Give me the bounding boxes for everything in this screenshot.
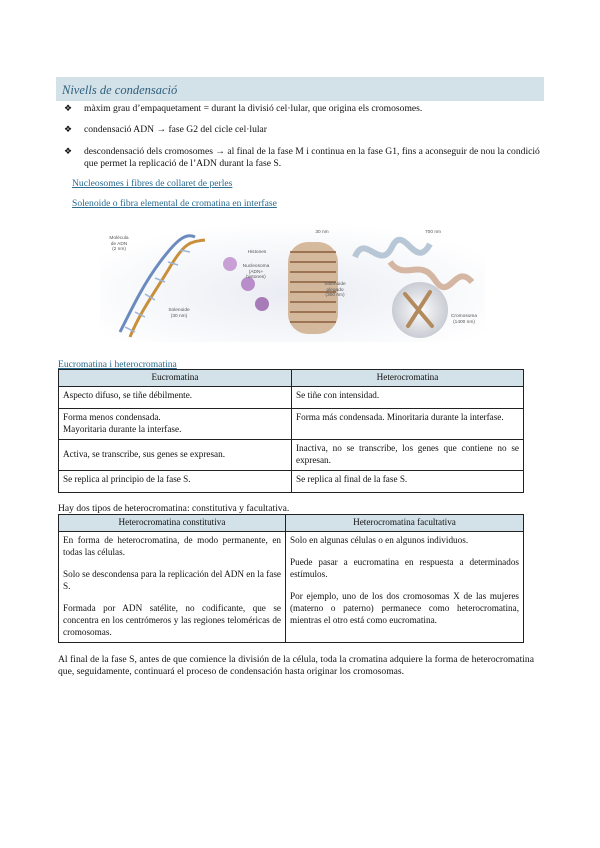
heterochromatin-types-intro: Hay dos tipos de heterocromatina: constitutiva y facultativa. — [58, 503, 290, 514]
bullet-text: descondensació dels cromosomes → al final de la fase M i continua en la fase G1, fins a aconseguir de nou la condició que permet la replicació de l’ADN durant la fase S. — [84, 145, 540, 170]
header-euchromatin: Eucromatina — [59, 370, 292, 387]
euchromatin-heterochromatin-title[interactable]: Eucromatina i heterocromatina — [58, 359, 177, 370]
table-cell: Inactiva, no se transcribe, los genes que contiene no se expresan. — [292, 439, 524, 470]
cell-paragraph: Por ejemplo, uno de los dos cromosomas X de las mujeres (materno o paterno) permanece como heterocromatina, mientras el otro está como eucromatina. — [290, 590, 519, 625]
chromatin-illustration — [100, 222, 485, 342]
seven-hundred-nm-label: 700 nm — [425, 230, 441, 235]
constitutive-cell — [59, 531, 286, 642]
header-heterochromatin: Heterocromatina — [292, 370, 524, 387]
table-row — [59, 439, 524, 470]
solenoid-label: Solenoide (30 nm) — [168, 308, 190, 319]
euchromatin-comparison-table — [58, 369, 524, 493]
facultative-cell — [286, 531, 524, 642]
bullet-item — [64, 146, 540, 171]
table-header-row — [59, 515, 524, 532]
thirty-nm-label: 30 nm — [315, 230, 329, 235]
diamond-bullet-icon: ❖ — [64, 145, 73, 156]
header-facultative: Heterocromatina facultativa — [286, 515, 524, 532]
cell-paragraph: Solo en algunas células o en algunos individuos. — [290, 534, 469, 545]
table-row — [59, 408, 524, 439]
table-cell: Se replica al principio de la fase S. — [59, 470, 292, 492]
section-heading: Nivells de condensació — [56, 77, 544, 101]
header-constitutive: Heterocromatina constitutiva — [59, 515, 286, 532]
cell-paragraph: Formada por ADN satélite, no codificante, que se concentra en los centrómeros y las regiones teloméricas de cromosomas. — [63, 602, 281, 637]
table-row — [59, 386, 524, 408]
chromosome — [392, 282, 448, 338]
chromatin-condensation-figure — [100, 222, 485, 342]
table-row — [59, 470, 524, 492]
bullet-item — [64, 103, 540, 115]
bullet-list — [64, 103, 540, 180]
heterochromatin-types-table — [58, 514, 524, 643]
cell-paragraph: Puede pasar a eucromatina en respuesta a determinados estímulos. — [290, 556, 519, 579]
solenoid-link[interactable]: Solenoide o fibra elemental de cromatina en interfase — [72, 198, 277, 210]
histones-label: Histones — [247, 250, 267, 255]
table-cell: Forma más condensada. Minoritaria durante la interfase. — [292, 408, 524, 439]
cell-paragraph: Solo se descondensa para la replicación del ADN en la fase S. — [63, 568, 281, 591]
table-cell: Aspecto difuso, se tiñe débilmente. — [59, 386, 292, 408]
table-row — [59, 531, 524, 642]
bullet-text: condensació ADN → fase G2 del cicle cel·lular — [84, 124, 268, 136]
bullet-text: màxim grau d’empaquetament = durant la divisió cel·lular, que origina els cromosomes. — [84, 103, 423, 114]
table-cell: Activa, se transcribe, sus genes se expresan. — [59, 439, 292, 470]
diamond-bullet-icon: ❖ — [64, 103, 73, 113]
chromosome-label: Cromosoma (1400 nm) — [450, 314, 478, 325]
link-list — [72, 178, 277, 219]
diamond-bullet-icon: ❖ — [64, 124, 73, 135]
final-paragraph: Al final de la fase S, antes de que comience la división de la célula, toda la cromatina adquiere la forma de heterocromatina que, seguidamente, continuará el proceso de condensación hasta originar los cromosomas. — [58, 654, 534, 678]
table-cell: Se tiñe con intensidad. — [292, 386, 524, 408]
nucleosome-link[interactable]: Nucleosomes i fibres de collaret de perles — [72, 178, 233, 189]
table-cell: Forma menos condensada. Mayoritaria durante la interfase. — [59, 408, 292, 439]
folded-solenoid-label: Solenoide plegado (300 nm) — [324, 282, 346, 299]
table-header-row — [59, 370, 524, 387]
cell-paragraph: En forma de heterocromatina, de modo permanente, en todas las células. — [63, 534, 281, 557]
nucleosome-label: Nucleosoma (ADN+ histones) — [242, 264, 270, 281]
bullet-item — [64, 124, 540, 136]
dna-molecule-label: Molècula de ADN (2 nm) — [109, 236, 129, 253]
table-cell: Se replica al final de la fase S. — [292, 470, 524, 492]
